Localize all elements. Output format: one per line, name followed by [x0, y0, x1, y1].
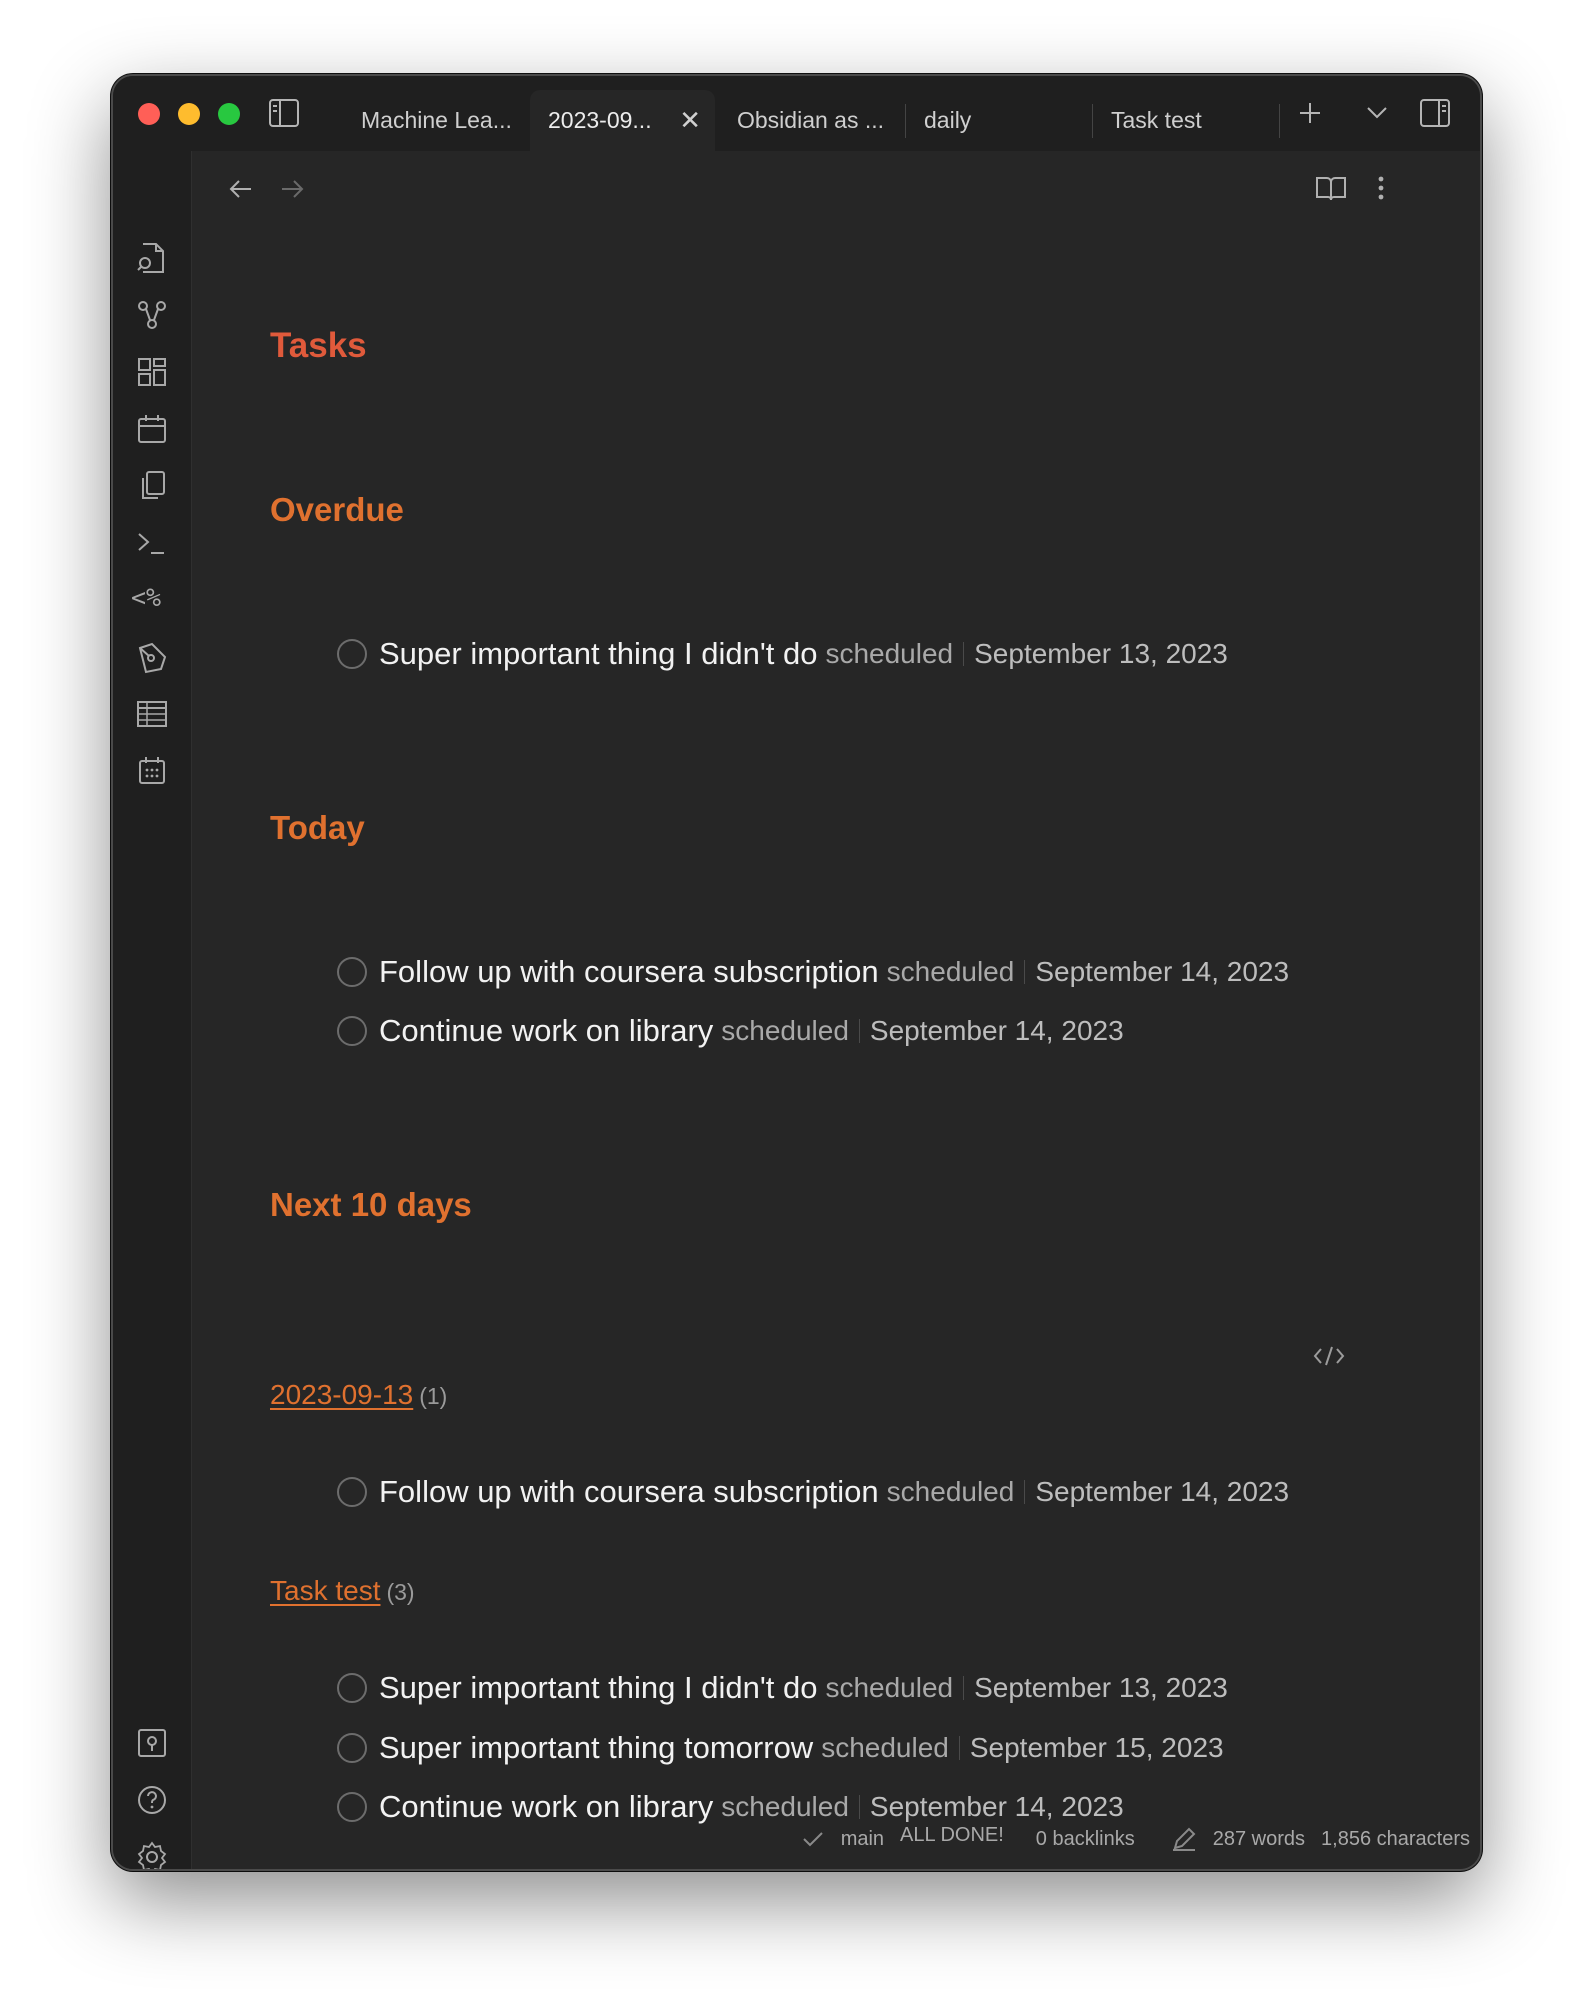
status-bar [801, 1819, 1470, 1859]
tab-label: Task test [1111, 107, 1202, 133]
meta-divider [859, 1795, 860, 1819]
task-text: Continue work on library [379, 1789, 714, 1824]
reading-view-icon[interactable] [1314, 173, 1348, 203]
task-date: September 14, 2023 [869, 1015, 1124, 1046]
tab-machine-learning[interactable] [343, 90, 525, 151]
close-icon[interactable]: ✕ [679, 105, 701, 135]
group-heading [270, 1575, 415, 1607]
section-heading-overdue: Overdue [270, 491, 404, 528]
task-item [337, 1472, 1289, 1512]
close-window-button[interactable] [138, 103, 160, 125]
tab-obsidian[interactable] [719, 90, 899, 151]
chevron-down-icon[interactable] [1364, 104, 1390, 122]
vault-icon[interactable] [135, 1726, 169, 1760]
task-checkbox[interactable] [337, 957, 367, 987]
task-scheduled-label: scheduled [825, 1672, 954, 1703]
task-text: Continue work on library [379, 1013, 714, 1048]
tasks-status: ALL DONE! [900, 1823, 1004, 1846]
tab-task-test[interactable] [1093, 90, 1273, 151]
editor-pane [192, 151, 1480, 1869]
page-title: Tasks [270, 326, 367, 365]
tab-label: 2023-09... [548, 107, 652, 133]
minimize-window-button[interactable] [178, 103, 200, 125]
right-sidebar-toggle-icon[interactable] [1419, 98, 1451, 128]
templater-icon[interactable]: <% [131, 583, 162, 612]
git-branch[interactable]: main [840, 1827, 885, 1850]
tab-daily[interactable] [906, 90, 1086, 151]
task-date: September 14, 2023 [1035, 956, 1290, 987]
meta-divider [1024, 1480, 1025, 1504]
left-ribbon [113, 151, 192, 1869]
help-icon[interactable] [135, 1783, 169, 1817]
task-item [337, 1728, 1224, 1768]
meta-divider [959, 1736, 960, 1760]
tab-daily-note[interactable] [530, 90, 715, 151]
canvas-icon[interactable] [135, 355, 169, 389]
task-text: Super important thing tomorrow [379, 1730, 814, 1765]
task-checkbox[interactable] [337, 1733, 367, 1763]
task-checkbox[interactable] [337, 1673, 367, 1703]
app-window [111, 74, 1482, 1871]
new-tab-icon[interactable] [1297, 100, 1323, 126]
task-scheduled-label: scheduled [886, 956, 1015, 987]
daily-calendar-icon[interactable] [135, 754, 169, 788]
word-count: 287 words [1212, 1827, 1306, 1850]
task-checkbox[interactable] [337, 1792, 367, 1822]
task-item [337, 952, 1289, 992]
task-checkbox[interactable] [337, 1016, 367, 1046]
group-heading [270, 1379, 447, 1411]
tab-label: daily [924, 107, 972, 133]
backlinks-count[interactable]: 0 backlinks [1035, 1827, 1135, 1850]
task-item [337, 1668, 1228, 1708]
task-text: Follow up with coursera subscription [379, 954, 879, 989]
title-bar [113, 76, 1480, 151]
meta-divider [963, 1676, 964, 1700]
task-scheduled-label: scheduled [886, 1476, 1015, 1507]
task-scheduled-label: scheduled [721, 1791, 849, 1822]
task-text: Super important thing I didn't do [379, 1670, 818, 1705]
character-count: 1,856 characters [1321, 1827, 1470, 1850]
copy-icon[interactable] [135, 469, 169, 503]
task-text: Super important thing I didn't do [379, 636, 818, 671]
group-count: (1) [419, 1383, 448, 1409]
task-scheduled-label: scheduled [825, 638, 954, 669]
group-count: (3) [386, 1579, 415, 1605]
task-item [337, 1011, 1124, 1051]
code-block-icon[interactable] [1312, 1343, 1346, 1369]
table-icon[interactable] [135, 697, 169, 731]
task-date: September 13, 2023 [974, 1672, 1228, 1703]
meta-divider [1024, 960, 1025, 984]
settings-icon[interactable] [135, 1840, 169, 1871]
tab-label: Machine Lea... [361, 107, 512, 133]
check-icon [801, 1829, 825, 1849]
forward-arrow-icon[interactable] [278, 177, 306, 201]
tab-divider [1279, 104, 1280, 138]
meta-divider [859, 1019, 860, 1043]
graph-icon[interactable] [135, 298, 169, 332]
task-date: September 14, 2023 [1035, 1476, 1290, 1507]
maximize-window-button[interactable] [218, 103, 240, 125]
task-checkbox[interactable] [337, 639, 367, 669]
terminal-icon[interactable] [135, 526, 169, 560]
calendar-icon[interactable] [135, 412, 169, 446]
task-checkbox[interactable] [337, 1477, 367, 1507]
sidebar-toggle-icon[interactable] [268, 98, 300, 128]
tab-label: Obsidian as ... [737, 107, 885, 133]
back-arrow-icon[interactable] [227, 177, 255, 201]
section-heading-today: Today [270, 809, 365, 846]
meta-divider [963, 642, 964, 666]
group-link[interactable]: Task test [270, 1575, 381, 1606]
task-item [337, 634, 1228, 674]
task-date: September 15, 2023 [969, 1732, 1224, 1763]
more-options-icon[interactable] [1376, 173, 1386, 203]
task-date: September 13, 2023 [974, 638, 1228, 669]
section-heading-next: Next 10 days [270, 1186, 472, 1223]
task-scheduled-label: scheduled [721, 1015, 849, 1046]
task-scheduled-label: scheduled [821, 1732, 949, 1763]
task-date: September 14, 2023 [869, 1791, 1124, 1822]
pen-icon[interactable] [135, 640, 169, 674]
search-file-icon[interactable] [135, 241, 169, 275]
pencil-icon[interactable] [1171, 1826, 1197, 1852]
group-link[interactable]: 2023-09-13 [270, 1379, 414, 1410]
task-text: Follow up with coursera subscription [379, 1474, 879, 1509]
